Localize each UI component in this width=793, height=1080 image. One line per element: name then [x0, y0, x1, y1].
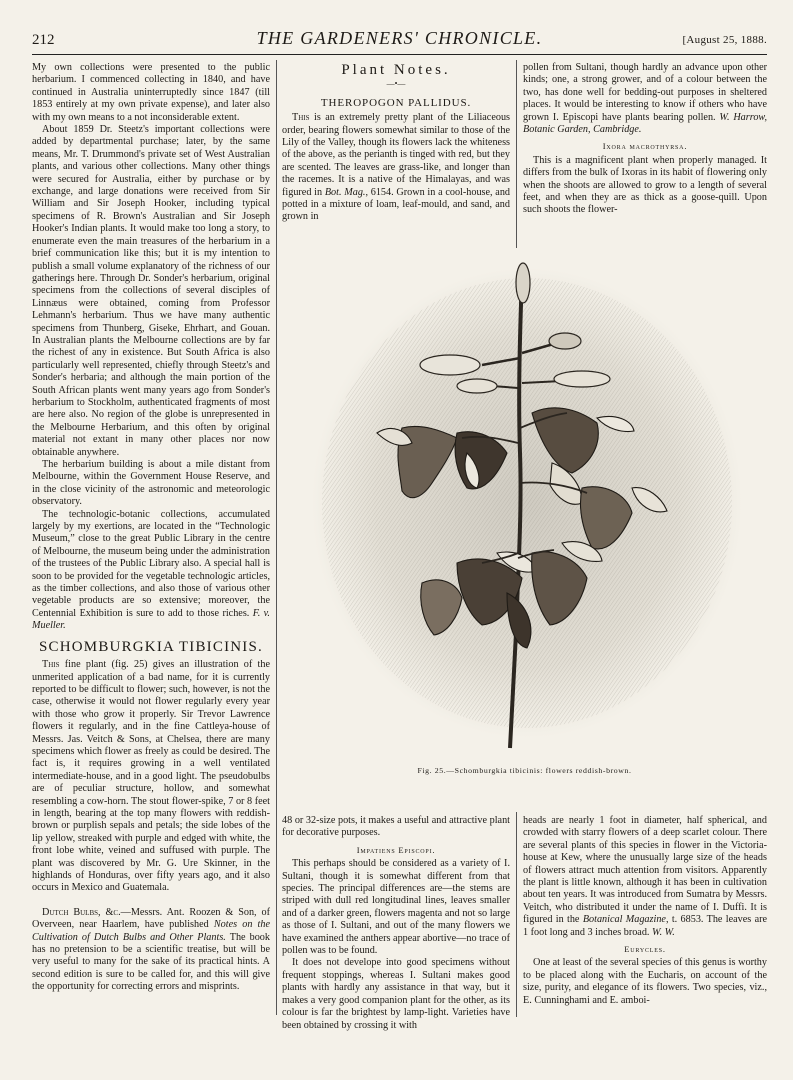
issue-date: [August 25, 1888. — [682, 34, 767, 46]
lead-word: This — [42, 659, 60, 671]
paragraph — [32, 907, 270, 994]
paragraph — [523, 815, 767, 939]
paragraph — [32, 659, 270, 895]
paragraph: This is a magnificent plant when properly managed. It differs from the bulk of Ixoras in its habit of flowering only when the shoots are allowed to grow to a length of several feet, and when they are as thick as a goose-quill. Upon such shoots the flower- — [523, 154, 767, 216]
article-heading: Impatiens Episcopi. — [356, 844, 436, 855]
column-middle-top — [282, 62, 510, 224]
paragraph-text: The technologic-botanic collections, accumulated largely by my exertions, are located in the “Technologic Museum,” close to the great Public Library in the centre of Melbourne, the museum being under the administration of the trustees of the Public Library also. A special hall is soon to be provided for the vegetable technologic articles, as the timber collections, and also those of various other vegetable products are so extensive; moreover, the Centennial Exhibition is sure to add to those riches. — [32, 508, 270, 619]
column-divider-right-bottom — [516, 812, 517, 1017]
paragraph — [32, 509, 270, 633]
article-heading: SCHOMBURGKIA TIBICINIS. — [38, 638, 263, 655]
paragraph-text: fine plant (fig. 25) gives an illustration of the unmerited application of a bad name, for it is currently reported to be difficult to flower; such, however, is not the case, otherwise it would not flower regularly every year with those who grow it properly. Sir Trevor Lawrence flowers it regularly, and in the fine Cattleya-house of Messrs. Jas. Veitch & Sons, at Chelsea, there are many specimens which flower as freely as could be desired. The fact is, it requires growing in a well ventilated intermediate-house, and in a good light. The pseudobulbs are of peculiar structure, hollow, and somewhat resembling a cow-horn. The stout flower-spike, 7 or 8 feet in length, bearing at the top many flowers with reddish-brown or purplish sepals and petals; the side lobes of the lip yellow, streaked with purple and edged with white, the front lobe white, veined and suffused with purple. The plant was discovered by Mr. G. Ure Skinner, in the highlands of Honduras, over fifty years ago, and it also occurs in Mexico and Guatemala. — [32, 659, 270, 894]
author-signature: W. Harrow, Botanic Garden, Cambridge. — [523, 111, 768, 136]
page-header — [32, 28, 767, 54]
column-divider-right-top — [516, 60, 517, 248]
ornament: —•— — [386, 79, 406, 89]
paragraph: It does not develope into good specimens without frequent stoppings, whereas I. Sultani makes good plants with hardly any assistance in that way, but it makes a very good companion plant for the other, as its colour is far the brightest by lamp-light. Varieties have been obtained by crossing it with — [282, 957, 510, 1031]
paragraph: 48 or 32-size pots, it makes a useful and attractive plant for decorative purposes. — [282, 815, 510, 839]
author-signature: F. v. Mueller. — [32, 607, 270, 632]
author-signature: W. W. — [652, 926, 675, 938]
article-heading: Eurycles. — [624, 944, 666, 955]
column-divider-left — [276, 60, 277, 1015]
paragraph-text: pollen from Sultani, though hardly an advance upon other kinds; one, a strong grower, and of a colour between the two, has done well for bedding-out purposes in sheltered places. It would be interesting to know if others who have grown I. Episcopi have plants bearing pollen. — [523, 62, 767, 123]
journal-reference: Bot. Mag. — [324, 186, 366, 198]
column-right-top — [523, 62, 767, 217]
column-middle-bottom — [282, 815, 510, 1032]
paragraph-text: —Messrs. Ant. Roozen & Son, of Overveen, near Haarlem, have published — [32, 906, 270, 931]
paragraph — [523, 62, 767, 136]
paragraph — [282, 112, 510, 224]
column-right-bottom — [523, 815, 767, 1007]
column-left — [32, 62, 270, 994]
paragraph-text: The book has no pretension to be a scientific treatise, but will be very useful to many for the sake of its practical hints. A second edition is sure to be called for, and this will give the opportunity for correcting errors and misprints. — [32, 931, 270, 993]
paragraph: About 1859 Dr. Steetz's important collections were added by departmental purchase; later, by the same means, Mr. T. Drummond's private set of West Australian plants, and various other collections. Many other things were secured for Australia, either by purchase or by exchange, and large donations were received from Sir William and Sir Joseph Hooker, including typical specimens of R. Brown's Australian and Sir Joseph Hooker's Indian plants. It would make too long a story, to enumerate even the main treasures of the herbarium in a brief communication like this; but it is my intention to publish a small volume explanatory of the richness of our gatherings here. Through Dr. Sonder's herbarium, original specimens from the collections of several disciples of Linnæus were obtained, coming from Professor Lehmann's herbarium. Thus we have many authentic specimens from Thunberg, Giseke, Ehrhart, and Gouan. In Australian plants the Melbourne collections are by far the richest of any in existence. But South Africa is also particularly well represented, chiefly through Steetz's and Sonder's herbaria; and although the main portion of the South African plants went many years ago from Sonder's herbarium to Stockholm, authenticated fragments of most are here also. No region of the globe is unrepresented in the Melbourne Herbarium, and this often by original material not extant in many other places nor now obtainable anywhere. — [32, 124, 270, 458]
section-heading: Plant Notes. — [341, 62, 451, 78]
paragraph-text: , 6154. Grown in a cool-house, and potted in a mixture of loam, leaf-mould, and sand, and grown in — [282, 186, 511, 223]
paragraph-text: heads are nearly 1 foot in diameter, half spherical, and crowded with starry flowers of a deep scarlet colour. There are several plants of this species in flower in the Victoria-house at Kew, where the unusually large size of the heads of flowers attract much attention from visitors. Apparently the plant is little known, although it has been in cultivation about ten years. It was introduced from Sumatra by Messrs. Veitch, who distributed it under the name of I. Duffi. It is figured in the — [523, 815, 767, 926]
page-number: 212 — [32, 32, 55, 48]
paragraph: My own collections were presented to the public herbarium. I commenced collecting in 1840, and have continued in Australia uninterruptedly since 1847 (till 1853 entirely at my own private expense), and later also with my own means to a not inconsiderable extent. — [32, 62, 270, 123]
masthead-title: THE GARDENERS' CHRONICLE. — [256, 28, 543, 48]
lead-word: This — [292, 112, 310, 124]
paragraph-text: , t. 6853. The leaves are 1 foot long and 3 inches broad. — [523, 914, 768, 938]
paragraph: The herbarium building is about a mile distant from Melbourne, within the Government House Reserve, and in the close vicinity of the astronomic and meteorologic observatory. — [32, 459, 270, 508]
engraving-illustration — [282, 253, 767, 753]
figure-caption: Fig. 25.—Schomburgkia tibicinis: flowers reddish-brown. — [417, 766, 632, 775]
article-heading: Ixora macrothyrsa. — [602, 141, 688, 152]
paragraph: This perhaps should be considered as a variety of I. Sultani, though it is somewhat different from that species. The principal differences are—the stems are striped with dull red longitudinal lines, leaves smaller and of a darker green, flowers magenta and not so large as those of I. Sultani, and out of the many flowers we have examined the anthers appear abortive—no trace of pollen was to be found. — [282, 858, 510, 957]
header-rule — [32, 54, 767, 55]
journal-reference: Botanical Magazine — [582, 914, 666, 926]
lead-word: Dutch Bulbs, &c. — [42, 906, 121, 918]
paragraph: One at least of the several species of this genus is worthy to be placed along with the Eucharis, on account of the size, purity, and elegance of its flowers. Two species, viz., E. Cunninghami and E. amboi- — [523, 957, 767, 1006]
paragraph-text: is an extremely pretty plant of the Liliaceous order, bearing flowers somewhat similar to those of the Lily of the Valley, though its flowers lack the whiteness of the above, as the perianth is tinged with red, but they are scented. The leaves are grass-like, and longer than the racemes. It is a native of the Himalayas, and was figured in — [282, 112, 510, 198]
flower-bud — [516, 263, 530, 303]
book-title: Notes on the Cultivation of Dutch Bulbs and Other Plants. — [32, 919, 271, 943]
article-heading: THEROPOGON PALLIDUS. — [320, 96, 472, 109]
